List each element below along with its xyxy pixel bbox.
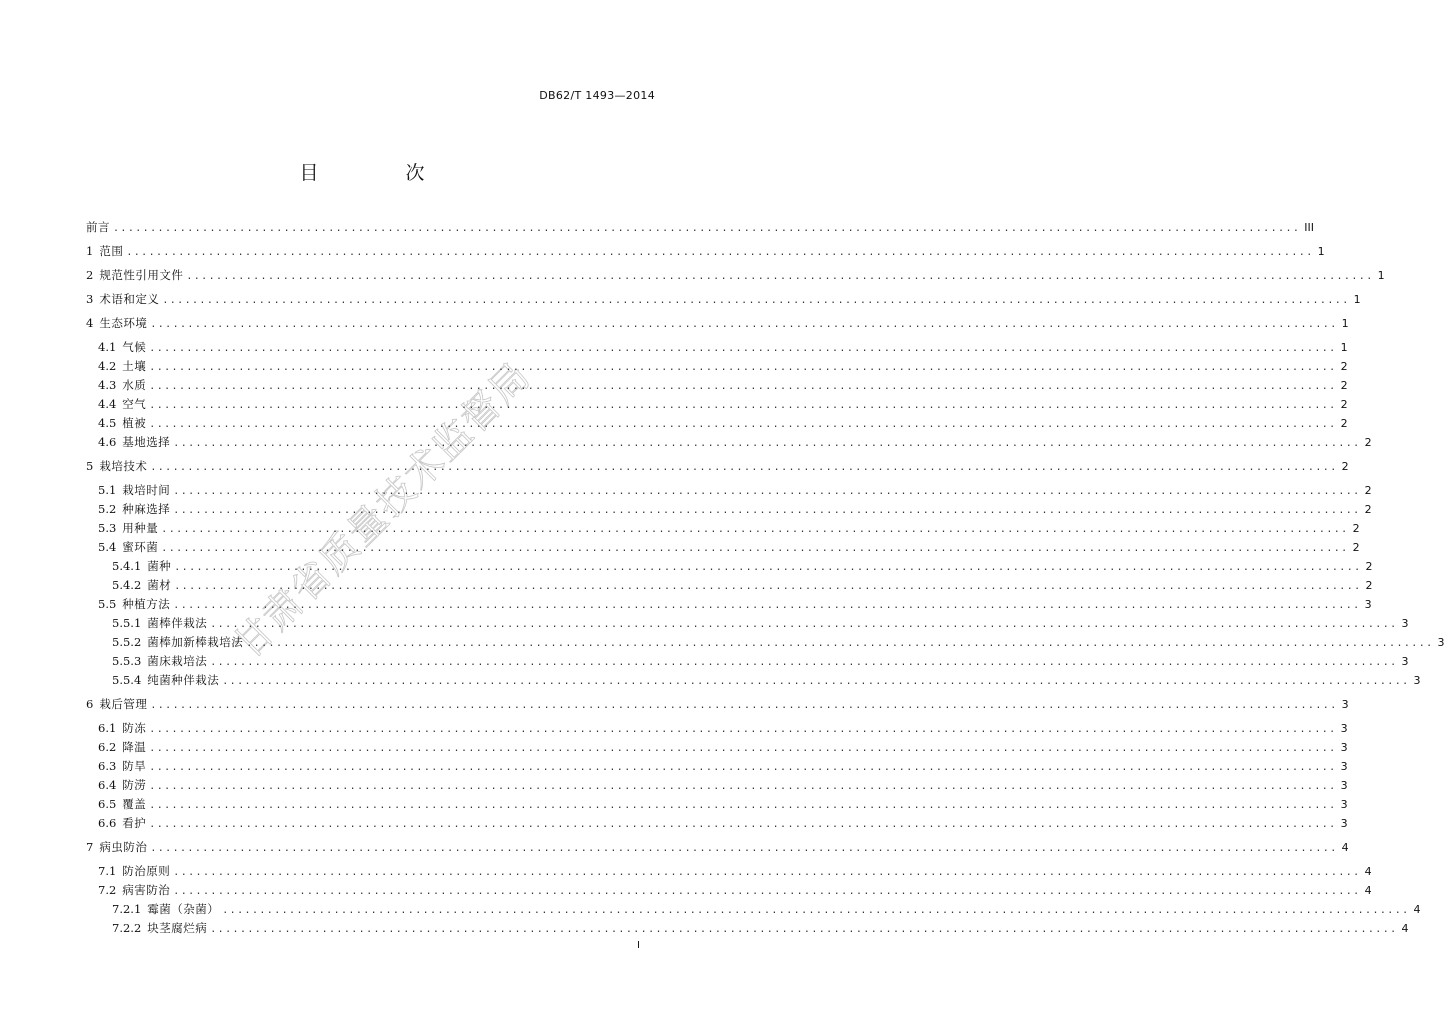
toc-entry-page: 2 bbox=[1352, 522, 1360, 535]
toc-entry-label: 菌棒加新棒栽培法 bbox=[147, 635, 244, 649]
dot-leader: ................................................................................................................................................................ bbox=[149, 819, 1337, 830]
toc-entry-number: 5.4.1 bbox=[112, 559, 142, 573]
toc-entry-label: 水质 bbox=[122, 378, 147, 392]
toc-entry-page: 2 bbox=[1340, 398, 1348, 411]
toc-entry-label: 蜜环菌 bbox=[122, 540, 159, 554]
toc-entry-number: 5 bbox=[86, 459, 94, 473]
toc-entry[interactable] bbox=[86, 881, 1372, 899]
page-number: I bbox=[637, 940, 640, 951]
toc-entry[interactable] bbox=[86, 519, 1360, 537]
dot-leader: ................................................................................................................................................................ bbox=[210, 657, 1398, 668]
toc-entry-number: 6.4 bbox=[98, 778, 117, 792]
toc-entry[interactable] bbox=[86, 595, 1372, 613]
toc-entry-page: 3 bbox=[1340, 722, 1348, 735]
toc-entry[interactable] bbox=[86, 862, 1372, 880]
dot-leader: ................................................................................................................................................................ bbox=[126, 247, 1314, 258]
toc-entry-page: 2 bbox=[1340, 379, 1348, 392]
toc-entry-page: 2 bbox=[1364, 503, 1372, 516]
dot-leader: ................................................................................................................................................................ bbox=[149, 400, 1337, 411]
toc-entry-number: 2 bbox=[86, 268, 94, 282]
toc-entry-page: 2 bbox=[1340, 360, 1348, 373]
toc-entry-label: 病害防治 bbox=[122, 883, 171, 897]
toc-entry-number: 5.1 bbox=[98, 483, 117, 497]
toc-entry[interactable] bbox=[86, 538, 1360, 556]
toc-entry-number: 1 bbox=[86, 244, 94, 258]
toc-entry-label: 生态环境 bbox=[99, 316, 148, 330]
toc-entry-label: 菌床栽培法 bbox=[147, 654, 208, 668]
toc-entry-page: 2 bbox=[1352, 541, 1360, 554]
toc-entry-label: 栽培技术 bbox=[99, 459, 148, 473]
toc-entry[interactable] bbox=[86, 633, 1445, 651]
toc-entry-label: 覆盖 bbox=[122, 797, 147, 811]
toc-entry-number: 4 bbox=[86, 316, 94, 330]
toc-entry-number: 5.3 bbox=[98, 521, 117, 535]
toc-entry-label: 空气 bbox=[122, 397, 147, 411]
toc-entry[interactable] bbox=[86, 652, 1409, 670]
toc-entry-number: 7.2.1 bbox=[112, 902, 142, 916]
toc-entry-number: 4.5 bbox=[98, 416, 117, 430]
dot-leader: ................................................................................................................................................................ bbox=[149, 343, 1337, 354]
toc-entry-page: 3 bbox=[1340, 741, 1348, 754]
toc-entry[interactable] bbox=[86, 218, 1315, 236]
dot-leader: ................................................................................................................................................................ bbox=[149, 419, 1337, 430]
dot-leader: ................................................................................................................................................................ bbox=[173, 505, 1361, 516]
toc-entry-page: 4 bbox=[1401, 922, 1409, 935]
toc-entry-number: 6.5 bbox=[98, 797, 117, 811]
toc-entry-page: 1 bbox=[1317, 245, 1325, 258]
toc-entry-page: 3 bbox=[1364, 598, 1372, 611]
toc-entry-label: 栽后管理 bbox=[99, 697, 148, 711]
toc-entry[interactable] bbox=[86, 919, 1409, 937]
dot-leader: ................................................................................................................................................................ bbox=[161, 543, 1349, 554]
toc-entry-number: 7.2.2 bbox=[112, 921, 142, 935]
toc-entry-page: 2 bbox=[1364, 436, 1372, 449]
toc-entry-label: 植被 bbox=[122, 416, 147, 430]
toc-entry-label: 防冻 bbox=[122, 721, 147, 735]
toc-entry-page: 2 bbox=[1364, 484, 1372, 497]
toc-entry[interactable] bbox=[86, 671, 1421, 689]
toc-entry-number: 7 bbox=[86, 840, 94, 854]
toc-entry-label: 菌种 bbox=[147, 559, 172, 573]
toc-entry[interactable] bbox=[86, 814, 1348, 832]
toc-entry-page: 4 bbox=[1341, 841, 1349, 854]
watermark: 甘肃省质量技术监督局 bbox=[225, 352, 540, 667]
standard-code: DB62/T 1493—2014 bbox=[539, 89, 655, 102]
dot-leader: ................................................................................................................................................................ bbox=[222, 676, 1410, 687]
toc-entry-page: 3 bbox=[1340, 817, 1348, 830]
toc-entry[interactable] bbox=[86, 900, 1421, 918]
dot-leader: ................................................................................................................................................................ bbox=[210, 619, 1398, 630]
toc-entry-number: 5.5.2 bbox=[112, 635, 142, 649]
toc-entry-label: 菌材 bbox=[147, 578, 172, 592]
dot-leader: ................................................................................................................................................................ bbox=[174, 581, 1362, 592]
toc-entry-number: 4.6 bbox=[98, 435, 117, 449]
toc-entry-page: 1 bbox=[1377, 269, 1385, 282]
toc-entry[interactable] bbox=[86, 757, 1348, 775]
dot-leader: ................................................................................................................................................................ bbox=[173, 600, 1361, 611]
toc-entry-page: 3 bbox=[1413, 674, 1421, 687]
toc-entry-label: 范围 bbox=[99, 244, 124, 258]
toc-entry[interactable] bbox=[86, 266, 1385, 284]
toc-entry-page: 2 bbox=[1365, 560, 1373, 573]
dot-leader: ................................................................................................................................................................ bbox=[149, 762, 1337, 773]
toc-entry[interactable] bbox=[86, 719, 1348, 737]
toc-entry-page: III bbox=[1304, 221, 1315, 234]
toc-entry-label: 用种量 bbox=[122, 521, 159, 535]
toc-entry[interactable] bbox=[86, 376, 1348, 394]
toc-entry-label: 土壤 bbox=[122, 359, 147, 373]
toc-entry[interactable] bbox=[86, 614, 1409, 632]
dot-leader: ................................................................................................................................................................ bbox=[222, 905, 1410, 916]
toc-entry-number: 4.4 bbox=[98, 397, 117, 411]
dot-leader: ................................................................................................................................................................ bbox=[173, 867, 1361, 878]
toc-entry-label: 防旱 bbox=[122, 759, 147, 773]
dot-leader: ................................................................................................................................................................ bbox=[150, 700, 1338, 711]
dot-leader: ................................................................................................................................................................ bbox=[210, 924, 1398, 935]
toc-entry-number: 6.3 bbox=[98, 759, 117, 773]
dot-leader: ................................................................................................................................................................ bbox=[246, 638, 1434, 649]
toc-entry-number: 6 bbox=[86, 697, 94, 711]
toc-entry-label: 霉菌（杂菌） bbox=[147, 902, 220, 916]
toc-entry-page: 1 bbox=[1340, 341, 1348, 354]
toc-entry[interactable] bbox=[86, 357, 1348, 375]
toc-entry-page: 4 bbox=[1413, 903, 1421, 916]
toc-entry[interactable] bbox=[86, 395, 1348, 413]
toc-entry-number: 5.5.4 bbox=[112, 673, 142, 687]
toc-entry-label: 基地选择 bbox=[122, 435, 171, 449]
toc-entry-page: 3 bbox=[1340, 798, 1348, 811]
toc-entry-label: 降温 bbox=[122, 740, 147, 754]
toc-entry-label: 防涝 bbox=[122, 778, 147, 792]
page-title: 目 次 bbox=[299, 162, 459, 184]
toc-entry-page: 2 bbox=[1365, 579, 1373, 592]
toc-entry-number: 6.1 bbox=[98, 721, 117, 735]
toc-entry-page: 1 bbox=[1353, 293, 1361, 306]
dot-leader: ................................................................................................................................................................ bbox=[149, 781, 1337, 792]
toc-entry[interactable] bbox=[86, 414, 1348, 432]
toc-entry-label: 栽培时间 bbox=[122, 483, 171, 497]
dot-leader: ................................................................................................................................................................ bbox=[150, 319, 1338, 330]
dot-leader: ................................................................................................................................................................ bbox=[149, 743, 1337, 754]
toc-entry[interactable] bbox=[86, 457, 1349, 475]
toc-entry-label: 规范性引用文件 bbox=[99, 268, 184, 282]
toc-entry-page: 4 bbox=[1364, 884, 1372, 897]
dot-leader: ................................................................................................................................................................ bbox=[149, 381, 1337, 392]
toc-entry[interactable] bbox=[86, 290, 1361, 308]
toc-entry-number: 6.6 bbox=[98, 816, 117, 830]
toc-entry[interactable] bbox=[86, 557, 1373, 575]
dot-leader: ................................................................................................................................................................ bbox=[173, 438, 1361, 449]
toc-entry[interactable] bbox=[86, 738, 1348, 756]
toc-entry-label: 种植方法 bbox=[122, 597, 171, 611]
toc-entry-label: 块茎腐烂病 bbox=[147, 921, 208, 935]
toc-entry-number: 6.2 bbox=[98, 740, 117, 754]
toc-entry[interactable] bbox=[86, 242, 1325, 260]
toc-entry-page: 3 bbox=[1340, 760, 1348, 773]
toc-entry[interactable] bbox=[86, 338, 1348, 356]
toc-entry-number: 5.5.3 bbox=[112, 654, 142, 668]
toc-entry-page: 1 bbox=[1341, 317, 1349, 330]
toc-entry-label: 气候 bbox=[122, 340, 147, 354]
toc-entry-number: 5.4 bbox=[98, 540, 117, 554]
toc-entry-number: 5.4.2 bbox=[112, 578, 142, 592]
toc-entry-number: 4.1 bbox=[98, 340, 117, 354]
dot-leader: ................................................................................................................................................................ bbox=[161, 524, 1349, 535]
toc-entry-page: 3 bbox=[1401, 617, 1409, 630]
dot-leader: ................................................................................................................................................................ bbox=[150, 843, 1338, 854]
toc-entry-page: 3 bbox=[1341, 698, 1349, 711]
dot-leader: ................................................................................................................................................................ bbox=[186, 271, 1374, 282]
toc-entry[interactable] bbox=[86, 695, 1349, 713]
toc-entry-number: 5.2 bbox=[98, 502, 117, 516]
dot-leader: ................................................................................................................................................................ bbox=[174, 562, 1362, 573]
toc-entry-label: 种麻选择 bbox=[122, 502, 171, 516]
toc-entry-label: 病虫防治 bbox=[99, 840, 148, 854]
toc-entry-number: 3 bbox=[86, 292, 94, 306]
toc-entry-page: 3 bbox=[1437, 636, 1445, 649]
toc-entry-number: 4.3 bbox=[98, 378, 117, 392]
dot-leader: ................................................................................................................................................................ bbox=[113, 223, 1301, 234]
dot-leader: ................................................................................................................................................................ bbox=[173, 486, 1361, 497]
toc-entry-label: 前言 bbox=[86, 220, 110, 234]
toc-entry[interactable] bbox=[86, 576, 1373, 594]
toc-entry-page: 4 bbox=[1364, 865, 1372, 878]
toc-entry-number: 7.2 bbox=[98, 883, 117, 897]
toc-entry-number: 5.5 bbox=[98, 597, 117, 611]
toc-entry-label: 菌棒伴栽法 bbox=[147, 616, 208, 630]
toc-entry-number: 7.1 bbox=[98, 864, 117, 878]
toc-entry[interactable] bbox=[86, 838, 1349, 856]
dot-leader: ................................................................................................................................................................ bbox=[162, 295, 1350, 306]
toc-entry-page: 2 bbox=[1341, 460, 1349, 473]
dot-leader: ................................................................................................................................................................ bbox=[173, 886, 1361, 897]
dot-leader: ................................................................................................................................................................ bbox=[149, 724, 1337, 735]
toc-entry-label: 术语和定义 bbox=[99, 292, 160, 306]
dot-leader: ................................................................................................................................................................ bbox=[150, 462, 1338, 473]
toc-entry[interactable] bbox=[86, 481, 1372, 499]
toc-entry-page: 3 bbox=[1401, 655, 1409, 668]
toc-entry[interactable] bbox=[86, 795, 1348, 813]
toc-entry-number: 5.5.1 bbox=[112, 616, 142, 630]
toc-entry[interactable] bbox=[86, 314, 1349, 332]
toc-entry-label: 纯菌种伴栽法 bbox=[147, 673, 220, 687]
dot-leader: ................................................................................................................................................................ bbox=[149, 362, 1337, 373]
toc-entry[interactable] bbox=[86, 433, 1372, 451]
toc-entry-label: 防治原则 bbox=[122, 864, 171, 878]
toc-entry-label: 看护 bbox=[122, 816, 147, 830]
toc-entry-page: 2 bbox=[1340, 417, 1348, 430]
toc-entry-page: 3 bbox=[1340, 779, 1348, 792]
toc-entry[interactable] bbox=[86, 500, 1372, 518]
dot-leader: ................................................................................................................................................................ bbox=[149, 800, 1337, 811]
toc-entry[interactable] bbox=[86, 776, 1348, 794]
toc-entry-number: 4.2 bbox=[98, 359, 117, 373]
